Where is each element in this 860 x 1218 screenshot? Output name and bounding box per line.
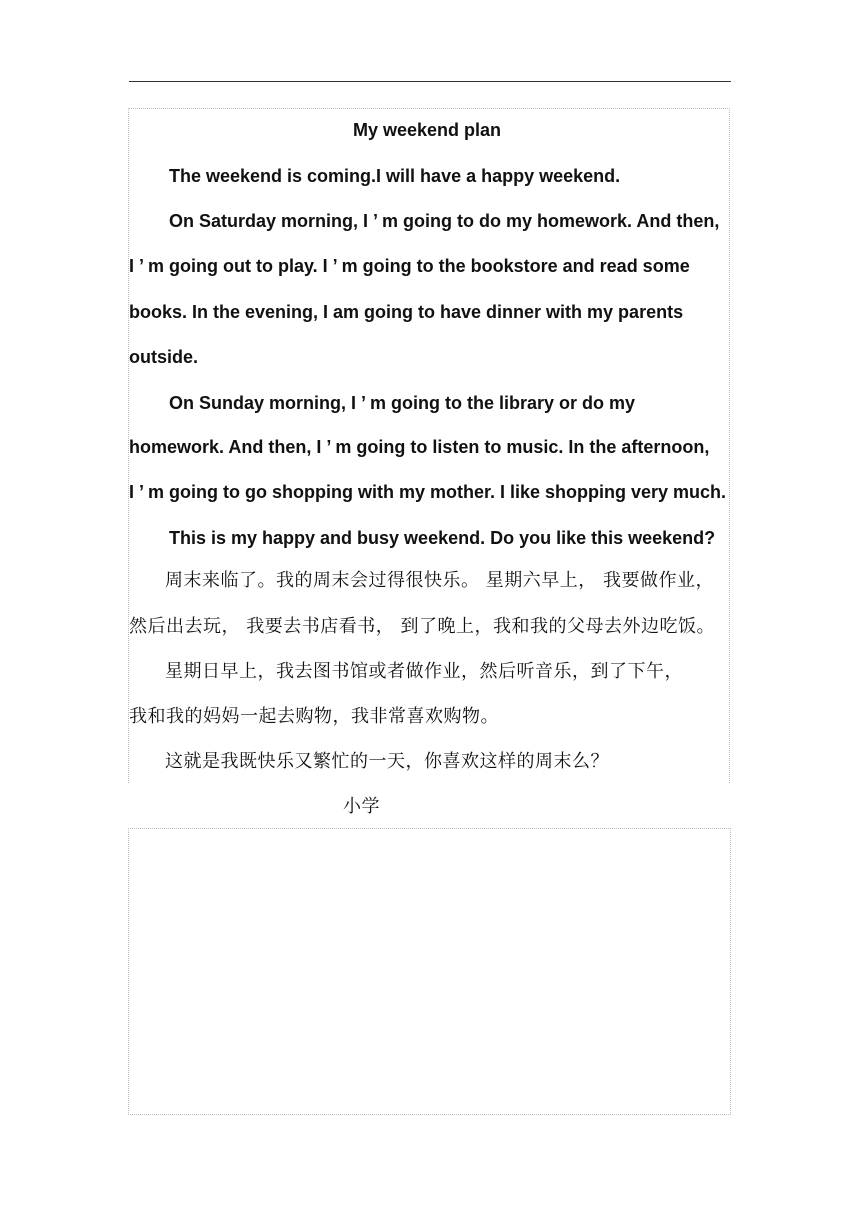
english-line-8: I ’ m going to go shopping with my mother. I like shopping very much. — [129, 482, 727, 502]
chinese-line-2: 然后出去玩， 我要去书店看书， 到了晚上，我和我的父母去外边吃饭。 — [129, 616, 715, 637]
header-rule — [129, 81, 731, 82]
footer-label: 小学 — [343, 796, 380, 817]
essay-title: My weekend plan — [353, 120, 502, 140]
english-line-3: I ’ m going out to play. I ’ m going to the bookstore and read some — [129, 256, 690, 276]
english-line-1: The weekend is coming.I will have a happy weekend. — [169, 166, 621, 186]
chinese-line-5: 这就是我既快乐又繁忙的一天，你喜欢这样的周末么？ — [165, 751, 609, 772]
chinese-line-4: 我和我的妈妈一起去购物，我非常喜欢购物。 — [129, 706, 499, 727]
blank-answer-box — [128, 828, 731, 1115]
english-line-2: On Saturday morning, I ’ m going to do my homework. And then, — [169, 211, 720, 231]
english-line-6: On Sunday morning, I ’ m going to the library or do my — [169, 393, 636, 413]
chinese-line-3: 星期日早上，我去图书馆或者做作业，然后听音乐，到了下午， — [165, 661, 683, 682]
chinese-line-1: 周末来临了。我的周末会过得很快乐。 星期六早上， 我要做作业， — [165, 570, 714, 591]
english-line-9: This is my happy and busy weekend. Do you like this weekend? — [169, 528, 716, 548]
english-line-7: homework. And then, I ’ m going to listen to music. In the afternoon, — [129, 437, 710, 457]
english-line-4: books. In the evening, I am going to have dinner with my parents — [129, 302, 684, 322]
english-line-5: outside. — [129, 347, 199, 367]
